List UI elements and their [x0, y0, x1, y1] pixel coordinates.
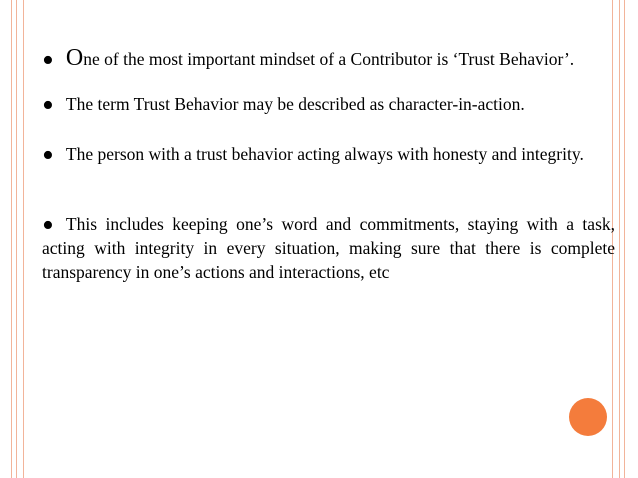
border-line-5	[619, 0, 620, 478]
bullet-1-initial: O	[65, 45, 84, 71]
bullet-2-text: The term Trust Behavior may be described as character-in-action.	[65, 94, 525, 114]
bullet-marker-4: •	[42, 207, 54, 244]
bullet-paragraph-4	[42, 207, 615, 284]
bullet-3-text: The person with a trust behavior acting always with honesty and integrity.	[65, 144, 584, 164]
bullet-4-text: This includes keeping one’s word and commitments, staying with a task, acting with integrity in every situation, making sure that there is complete transparency in one’s actions and interactions, etc	[42, 214, 615, 282]
bullet-paragraph-3	[42, 137, 615, 174]
border-line-3	[23, 0, 24, 478]
bullet-paragraph-2	[42, 87, 615, 124]
bullet-marker-3: •	[42, 137, 54, 174]
border-line-6	[624, 0, 625, 478]
border-line-1	[11, 0, 12, 478]
bullet-1-text: ne of the most important mindset of a Contributor is ‘Trust Behavior’.	[83, 49, 575, 69]
slide-body	[42, 42, 615, 284]
accent-circle	[569, 398, 607, 436]
border-line-2	[16, 0, 17, 478]
bullet-marker-2: •	[42, 87, 54, 124]
bullet-paragraph-1	[42, 42, 615, 79]
bullet-marker-1: •	[42, 42, 54, 79]
